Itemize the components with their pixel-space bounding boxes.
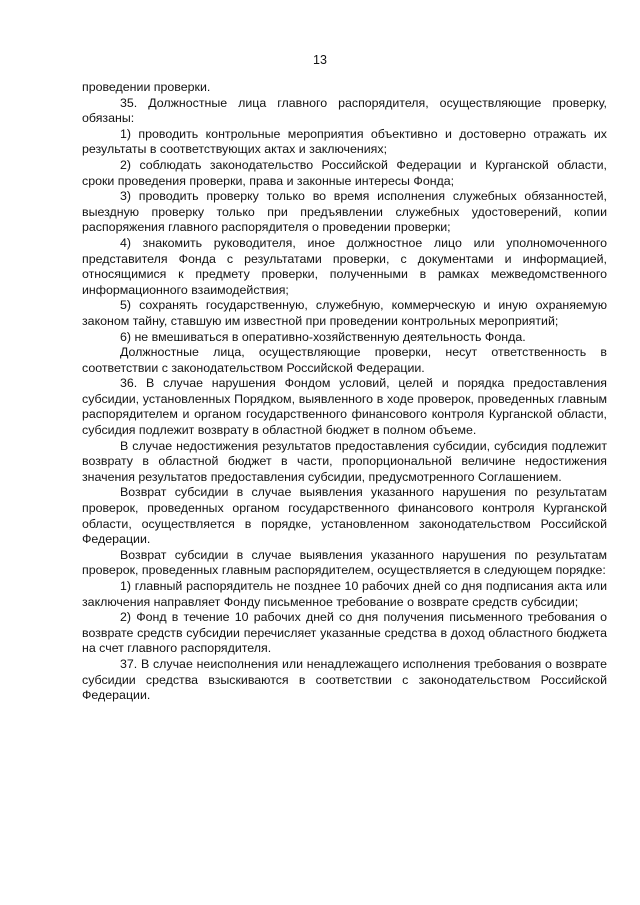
document-body [82,80,607,704]
paragraph-duty-3: 3) проводить проверку только во время исполнения служебных обязанностей, выездную проверку только при предъявлении служебных удостоверений, копии распоряжения главного распорядителя о проведении проверки; [82,189,607,235]
paragraph-duty-5: 5) сохранять государственную, служебную, коммерческую и иную охраняемую законом тайну, ставшую им известной при проведении контрольных мероприятий; [82,298,607,328]
paragraph-return-control-body: Возврат субсидии в случае выявления указанного нарушения по результатам проверок, проведенных органом государственного финансового контроля Курганской области, осуществляется в порядке, установленном законодательством Российской Федерации. [82,485,607,547]
paragraph-clause-35: 35. Должностные лица главного распорядителя, осуществляющие проверку, обязаны: [82,95,607,126]
paragraph-duty-2: 2) соблюдать законодательство Российской Федерации и Курганской области, сроки проведения проверки, права и законные интересы Фонда; [82,157,607,188]
paragraph-clause-37: 37. В случае неисполнения или ненадлежащего исполнения требования о возврате субсидии средства взыскиваются в соответствии с законодательством Российской Федерации. [82,656,607,703]
paragraph-responsibility: Должностные лица, осуществляющие проверки, несут ответственность в соответствии с законодательством Российской Федерации. [82,345,607,375]
paragraph-return-distributor: Возврат субсидии в случае выявления указанного нарушения по результатам проверок, проведенных главным распорядителем, осуществляется в следующем порядке: [82,547,607,578]
paragraph-return-step-1: 1) главный распорядитель не позднее 10 рабочих дней со дня подписания акта или заключения направляет Фонду письменное требование о возврате средств субсидии; [82,579,607,609]
paragraph-duty-4: 4) знакомить руководителя, иное должностное лицо или уполномоченного представителя Фонда с результатами проверки, с документами и информацией, относящимися к предмету проверки, полученными в рамках межведомственного информационного взаимодействия; [82,235,607,297]
paragraph-continuation: проведении проверки. [82,80,211,94]
paragraph-duty-1: 1) проводить контрольные мероприятия объективно и достоверно отражать их результаты в соответствующих актах и заключениях; [82,126,607,157]
paragraph-return-step-2: 2) Фонд в течение 10 рабочих дней со дня получения письменного требования о возврате средств субсидии перечисляет указанные средства в доход областного бюджета на счет главного распорядителя. [82,610,607,656]
paragraph-clause-36: 36. В случае нарушения Фондом условий, целей и порядка предоставления субсидии, установленных Порядком, выявленного в ходе проверок, проведенных главным распорядителем и органом государственного финансового контроля Курганской области, субсидия подлежит возврату в областной бюджет в полном объеме. [82,376,607,438]
page-number: 13 [313,53,327,67]
paragraph-non-achievement: В случае недостижения результатов предоставления субсидии, субсидия подлежит возврату в областной бюджет в части, пропорциональной величине недостижения значения результатов предоставления субсидии, предусмотренного Соглашением. [82,438,607,484]
paragraph-duty-6: 6) не вмешиваться в оперативно-хозяйственную деятельность Фонда. [120,329,526,344]
